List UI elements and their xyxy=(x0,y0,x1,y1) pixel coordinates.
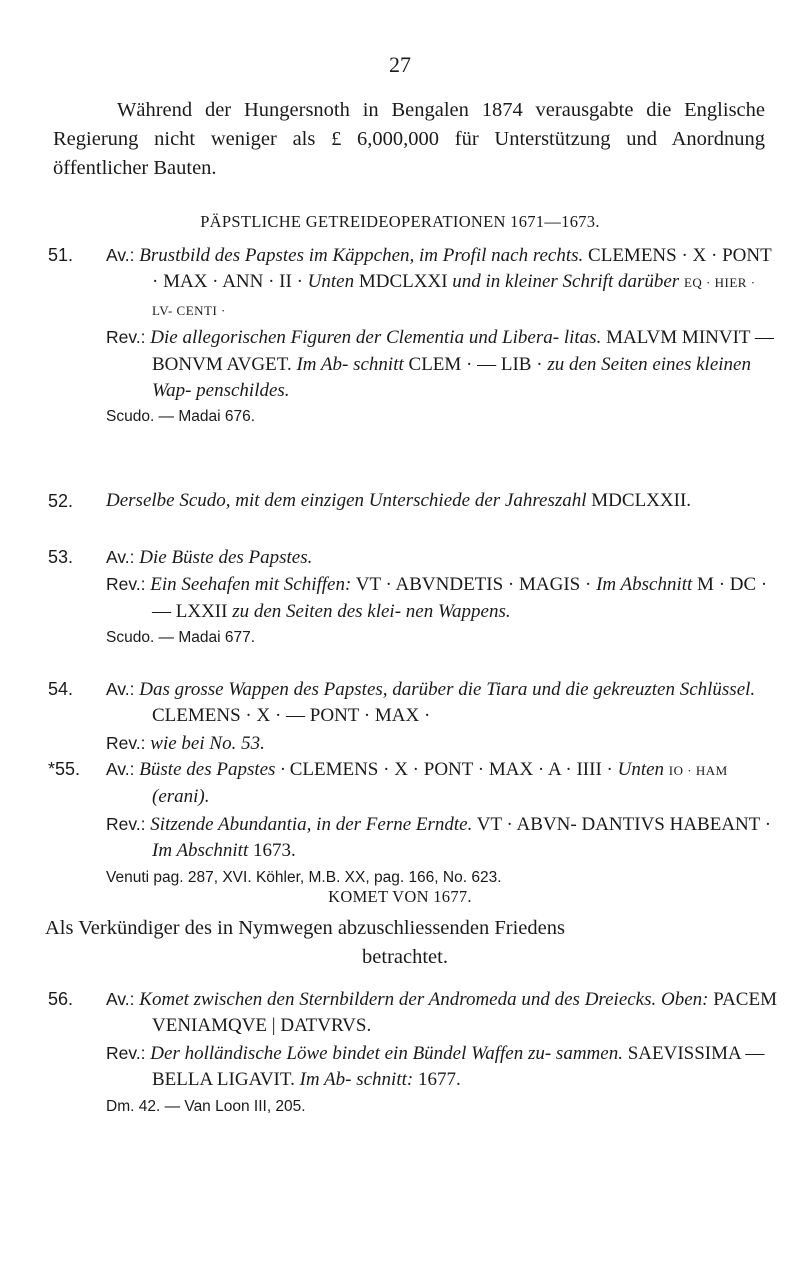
reverse-italic: Die allegorischen Figuren der Clementia und Libera- litas. xyxy=(150,327,602,349)
page-number: 27 xyxy=(389,52,411,77)
reference: Scudo. — Madai 676. xyxy=(106,408,256,426)
obverse-label: Av.: xyxy=(106,989,135,1009)
reverse-description xyxy=(106,324,778,404)
obverse-label: Av.: xyxy=(106,547,135,567)
reverse-label: Rev.: xyxy=(106,813,146,834)
comet-text-line-1: Als Verkündiger des in Nymwegen abzuschliessenden Friedens xyxy=(45,917,565,939)
reference: Venuti pag. 287, XVI. Köhler, M.B. XX, pag. 166, No. 623. xyxy=(106,868,502,886)
obverse-italic: Das grosse Wappen des Papstes, darüber die Tiara und die gekreuzten Schlüssel. xyxy=(139,679,756,700)
entry-54 xyxy=(48,676,778,757)
date-legend: MDCLXXII. xyxy=(591,490,692,511)
entry-description xyxy=(106,488,778,514)
reference: Scudo. — Madai 677. xyxy=(106,629,256,647)
obverse-italic: Komet zwischen den Sternbildern der Andromeda und des Dreiecks. Oben: xyxy=(139,989,709,1010)
reverse-legend: VT · ABVNDETIS · MAGIS · xyxy=(355,574,592,596)
entry-number: *55. xyxy=(48,759,81,779)
entry-number: 53. xyxy=(48,547,74,567)
reverse-italic: wie bei No. 53. xyxy=(150,732,265,754)
obverse-description xyxy=(106,676,778,730)
reverse-italic: Der holländische Löwe bindet ein Bündel Waffen zu- sammen. xyxy=(150,1042,623,1064)
entry-number: 54. xyxy=(48,679,74,699)
reverse-date: 1677. xyxy=(417,1069,461,1091)
entry-51 xyxy=(48,242,778,431)
obverse-italic-3: und in kleiner Schrift darüber xyxy=(452,271,680,293)
obverse-italic-2: Unten xyxy=(307,271,355,293)
reverse-label: Rev.: xyxy=(106,732,146,753)
reverse-description xyxy=(106,811,778,865)
reverse-italic-2: Im Abschnitt xyxy=(152,840,249,862)
entry-53 xyxy=(48,544,778,652)
reverse-italic-2: Im Abschnitt xyxy=(596,574,693,596)
reverse-label: Rev.: xyxy=(106,1042,146,1063)
reverse-legend: SAEVISSIMA — BELLA LIGAVIT. xyxy=(152,1042,765,1091)
entry-52 xyxy=(48,488,778,514)
obverse-italic-2: Unten xyxy=(617,759,665,780)
reverse-label: Rev.: xyxy=(106,574,146,595)
obverse-small-legend: EQ · HIER · LV- CENTI · xyxy=(152,275,756,318)
obverse-italic-3: (erani). xyxy=(152,786,210,808)
reference: Dm. 42. — Van Loon III, 205. xyxy=(106,1097,306,1115)
reverse-italic-2: Im Ab- schnitt xyxy=(296,353,404,375)
entry-number: 52. xyxy=(48,491,74,511)
obverse-italic: Büste des Papstes · xyxy=(139,759,285,780)
entry-number: 56. xyxy=(48,989,74,1009)
obverse-date: MDCLXXI xyxy=(358,271,448,293)
entry-55 xyxy=(48,756,778,891)
obverse-label: Av.: xyxy=(106,759,135,779)
section-heading-comet: KOMET VON 1677. xyxy=(328,887,472,906)
reverse-description xyxy=(106,571,778,625)
reverse-legend: MALVM MINVIT — BONVM AVGET. xyxy=(152,327,774,375)
reverse-description xyxy=(106,730,778,757)
obverse-legend: CLEMENS · X · PONT · MAX · A · IIII · xyxy=(289,759,613,780)
obverse-label: Av.: xyxy=(106,245,135,265)
entry-56 xyxy=(48,986,778,1120)
reverse-label: Rev.: xyxy=(106,327,146,348)
comet-text-line-2: betrachtet. xyxy=(362,946,448,968)
intro-paragraph xyxy=(53,96,765,183)
reverse-italic: Sitzende Abundantia, in der Ferne Erndte. xyxy=(150,813,473,835)
obverse-description xyxy=(106,756,778,811)
obverse-legend: PACEM VENIAMQVE | DATVRVS. xyxy=(152,989,777,1037)
intro-text: Während der Hungersnoth in Bengalen 1874 verausgabte die Englische Regierung nicht weniger als £ 6,000,000 für Unterstützung und Anordnung öffentlicher Bauten. xyxy=(53,99,765,179)
obverse-legend: CLEMENS · X · — PONT · MAX · xyxy=(152,705,431,727)
reverse-legend: VT · ABVN- DANTIVS HABEANT · xyxy=(476,813,772,835)
comet-paragraph xyxy=(45,914,765,972)
section-heading-papal-grain: PÄPSTLICHE GETREIDEOPERATIONEN 1671—1673. xyxy=(200,212,600,231)
reverse-italic-3: zu den Seiten eines kleinen Wap- penschildes. xyxy=(152,353,751,402)
reverse-description xyxy=(106,1040,778,1094)
obverse-description xyxy=(106,986,778,1040)
obverse-italic: Die Büste des Papstes. xyxy=(139,547,313,568)
description-italic: Derselbe Scudo, mit dem einzigen Unterschiede der Jahreszahl xyxy=(106,490,587,511)
obverse-description xyxy=(106,544,778,571)
reverse-legend-2: CLEM · — LIB · xyxy=(408,353,543,375)
obverse-small-legend: IO · HAM xyxy=(668,763,728,778)
reverse-italic-3: zu den Seiten des klei- nen Wappens. xyxy=(232,600,511,622)
obverse-label: Av.: xyxy=(106,679,135,699)
obverse-description xyxy=(106,242,778,324)
reverse-italic-2: Im Ab- schnitt: xyxy=(299,1069,414,1091)
obverse-italic: Brustbild des Papstes im Käppchen, im Profil nach rechts. xyxy=(139,245,584,266)
reverse-italic: Ein Seehafen mit Schiffen: xyxy=(150,574,352,596)
entry-number: 51. xyxy=(48,245,74,265)
obverse-legend: CLEMENS · X · PONT · MAX · ANN · II · xyxy=(152,245,772,293)
reverse-legend-2: M · DC · — LXXII xyxy=(152,574,768,622)
reverse-date: 1673. xyxy=(252,840,296,862)
